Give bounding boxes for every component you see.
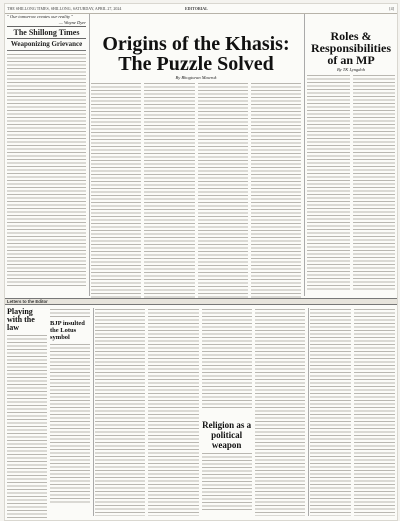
header-page-number: [4] (389, 6, 394, 11)
article-title-line-1: Origins of the Khasis: (102, 33, 290, 55)
lower-body-col-2 (148, 308, 198, 516)
lower-body-col-1 (95, 308, 145, 516)
article-body-col-2 (144, 82, 194, 303)
right-byline: By TK Lyngdoh (336, 67, 366, 72)
letter-1-title: Playing with the law (7, 307, 35, 332)
editorial-body (7, 53, 86, 288)
right-body-col-1 (307, 74, 350, 292)
right-article-continued (310, 308, 395, 516)
article-body-columns (91, 82, 301, 303)
right-title-line-2: Responsibilities (310, 41, 391, 55)
lower-article-columns (95, 308, 305, 516)
article-body-col-1 (91, 82, 141, 303)
letter-2-intro (50, 308, 90, 318)
header-section: EDITORIAL (185, 6, 208, 11)
main-article (91, 14, 301, 296)
lower-article (95, 308, 305, 516)
letter-2-body (50, 343, 90, 505)
column-rule (308, 308, 309, 516)
article-body-col-3 (198, 82, 248, 303)
column-rule (89, 14, 90, 296)
right-body-col-2 (353, 74, 396, 292)
letter-2-title: BJP insulted the Lotus symbol (50, 320, 85, 341)
header-dateline: THE SHILLONG TIMES, SHILLONG, SATURDAY, APRIL 27, 2024 (7, 6, 122, 11)
column-rule (93, 308, 94, 516)
lower-body-col-3 (202, 308, 252, 516)
letter-1-body (7, 334, 47, 520)
quote-author: — Wayne Dyer (58, 20, 86, 25)
newspaper-masthead: The Shillong Times (7, 26, 86, 39)
newspaper-page (4, 3, 398, 521)
lower-body-col-3-bottom (202, 452, 252, 510)
letter-2 (50, 308, 90, 516)
quote-of-the-day: " Our tomorrow creates our reality " (7, 14, 74, 19)
page-header (5, 4, 397, 14)
editorial-title: Weaponizing Grievance (10, 40, 83, 48)
article-byline: By Bhogtoran Mawrok (175, 75, 217, 80)
column-rule (304, 14, 305, 296)
lower-body-col-4 (255, 308, 305, 516)
lower-article-title: Religion as a political weapon (202, 420, 252, 450)
lower-body-col-3-top (202, 308, 252, 408)
right-continued-columns (310, 308, 395, 516)
right-title-line-1: Roles & (330, 29, 372, 43)
article-title-line-2: The Puzzle Solved (118, 53, 274, 75)
divider (7, 50, 86, 51)
letter-1 (7, 308, 47, 516)
right-continued-col-2 (354, 308, 395, 516)
right-title-line-3: of an MP (327, 53, 375, 67)
right-body-columns (307, 74, 395, 292)
right-continued-col-1 (310, 308, 351, 516)
editorial-column (7, 14, 86, 296)
right-article (307, 14, 395, 296)
article-body-col-4 (251, 82, 301, 303)
letters-section-header: Letters to the Editor (5, 298, 397, 305)
